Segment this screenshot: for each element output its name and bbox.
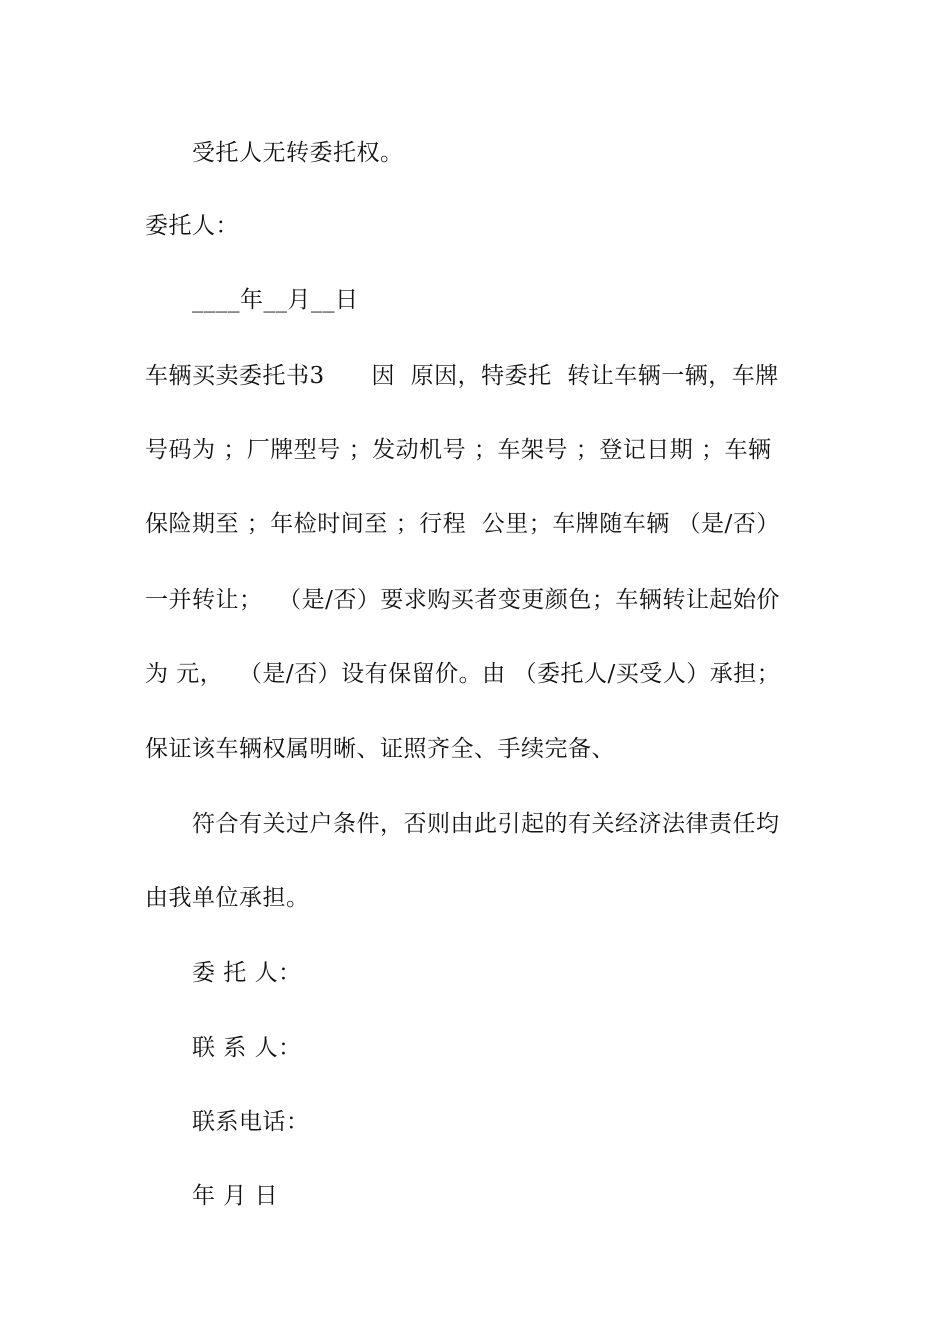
paragraph-line: 保证该车辆权属明晰、证照齐全、手续完备、 <box>145 736 615 762</box>
paragraph-line: 一并转让； （是/否）要求购买者变更颜色；车辆转让起始价 <box>145 587 780 613</box>
principal-label: 委托人： <box>145 213 239 239</box>
signature-date-line: 年 月 日 <box>192 1183 279 1209</box>
contact-phone-label: 联系电话： <box>192 1109 310 1135</box>
paragraph-line: 由我单位承担。 <box>145 885 310 911</box>
paragraph-line: 车辆买卖委托书3 因 原因，特委托 转让车辆一辆，车牌 <box>145 363 779 389</box>
contact-person-label: 联 系 人： <box>192 1035 302 1061</box>
paragraph-line: 为 元， （是/否）设有保留价。由 （委托人/买受人）承担； <box>145 661 781 687</box>
paragraph-line: 号码为 ；厂牌型号 ；发动机号 ；车架号 ；登记日期 ；车辆 <box>145 437 772 463</box>
date-line: ____年__月__日 <box>192 287 359 313</box>
paragraph-line: 受托人无转委托权。 <box>192 140 404 166</box>
paragraph-line: 保险期至 ；年检时间至 ；行程 公里；车牌随车辆 （是/否） <box>145 511 780 537</box>
principal-signature-label: 委 托 人： <box>192 960 302 986</box>
paragraph-line: 符合有关过户条件，否则由此引起的有关经济法律责任均 <box>192 811 780 837</box>
